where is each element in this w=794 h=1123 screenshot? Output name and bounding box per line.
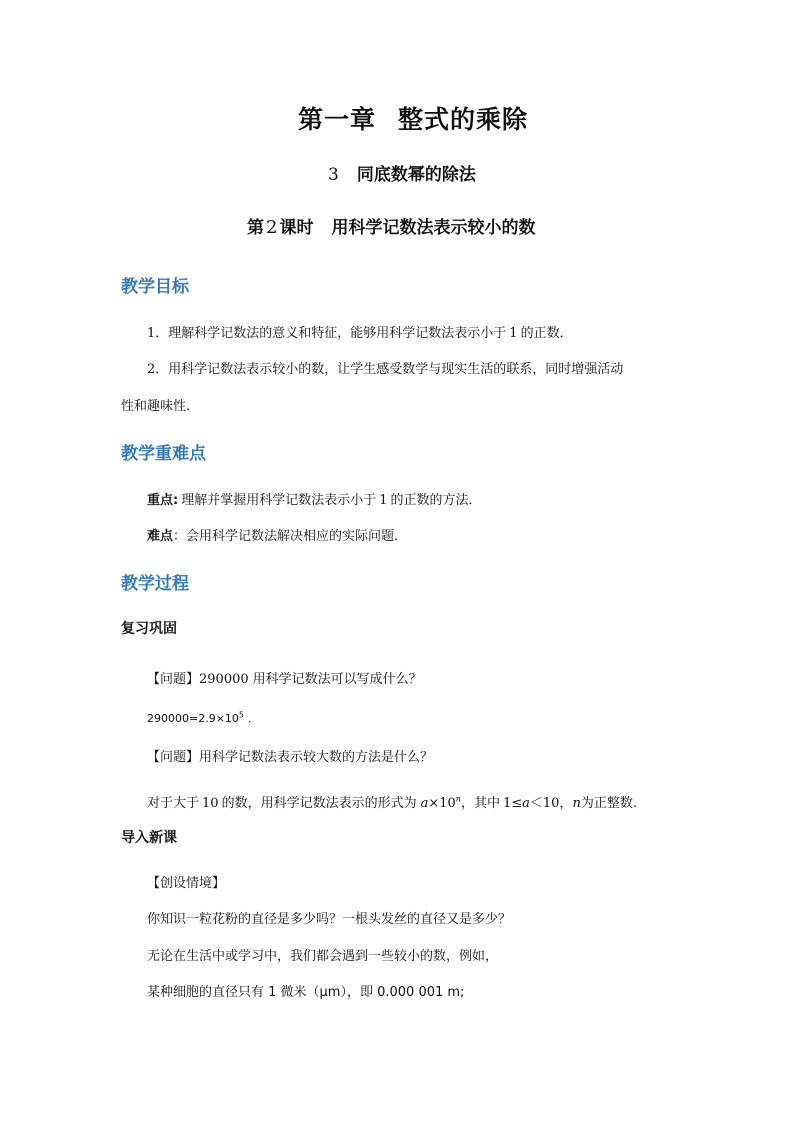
lesson-name: 同底数幂的除法 [356, 165, 476, 185]
period-title: 第 2 课时 用科学记数法表示较小的数 [247, 217, 536, 238]
intro-line-1: 你知识一粒花粉的直径是多少吗？一根头发丝的直径又是多少？ [147, 912, 512, 927]
difficulty-label: 难点 [147, 529, 174, 544]
section-objectives: 教学目标 [121, 277, 189, 297]
review-answer-1: $290000=2.9\times 10^5$ ． [147, 710, 260, 725]
section-process: 教学过程 [121, 574, 189, 594]
intro-line-3: 某种细胞的直径只有 1 微米（μm），即 0.000 001 m; [147, 985, 465, 1000]
intro-tag: 【创设情境】 [147, 876, 226, 891]
chapter-name: 整式的乘除 [398, 105, 529, 134]
objective-1: 1．理解科学记数法的意义和特征，能够用科学记数法表示小于 1 的正数． [147, 326, 573, 341]
objective-2-line1: 2．用科学记数法表示较小的数，让学生感受数学与现实生活的联系，同时增强活动 [147, 362, 624, 377]
intro-heading: 导入新课 [121, 830, 177, 846]
focus-label: 重点: [147, 493, 179, 508]
intro-line-2: 无论在生活中或学习中，我们都会遇到一些较小的数，例如， [147, 949, 499, 964]
chapter-title [298, 100, 528, 136]
review-question-2: 【问题】用科学记数法表示较大数的方法是什么？ [147, 750, 434, 765]
chapter-number: 第一章 [298, 105, 377, 134]
section-key-points: 教学重难点 [121, 444, 206, 464]
review-heading: 复习巩固 [121, 621, 177, 637]
key-point-difficulty: 难点：会用科学记数法解决相应的实际问题． [147, 529, 408, 544]
lesson-number: 3 [328, 165, 339, 185]
lesson-title [328, 160, 476, 185]
key-point-focus: 重点: 理解并掌握用科学记数法表示小于 1 的正数的方法． [147, 493, 482, 508]
objective-2-line2: 性和趣味性． [121, 399, 200, 414]
period-number: 2 [266, 217, 278, 238]
review-question-1: 【问题】290000 用科学记数法可以写成什么？ [147, 672, 422, 687]
review-answer-2: 对于大于 10 的数，用科学记数法表示的形式为 $a\times 10^n$，其中 1≤a＜10，n为正整数. [147, 794, 637, 811]
period-name: 用科学记数法表示较小的数 [331, 218, 536, 238]
